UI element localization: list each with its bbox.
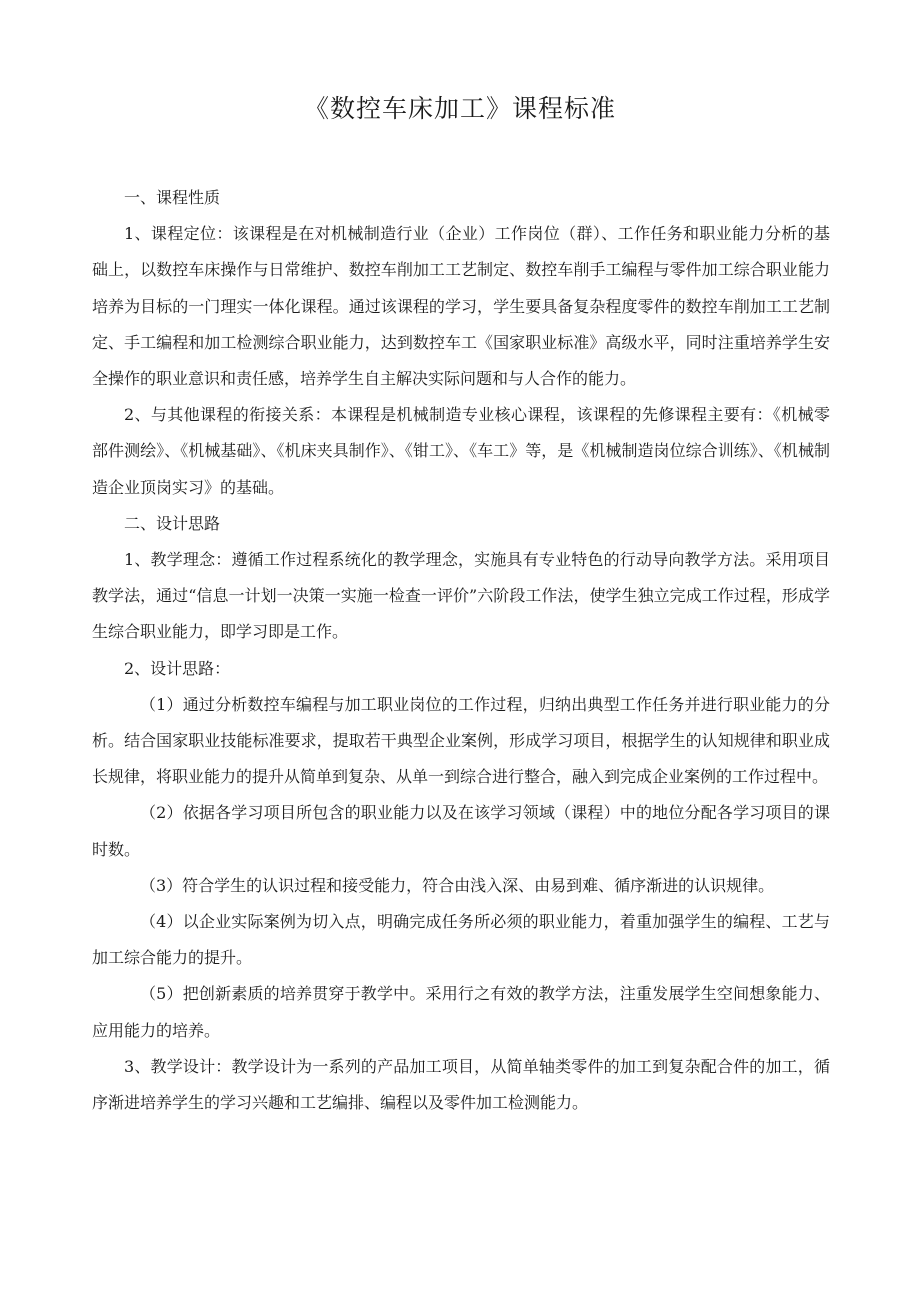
paragraph-teaching-design: 3、教学设计：教学设计为一系列的产品加工项目，从简单轴类零件的加工到复杂配合件的加工，循序渐进培养学生的学习兴趣和工艺编排、编程以及零件加工检测能力。 xyxy=(92,1056,830,1113)
section-heading-course-nature: 一、课程性质 xyxy=(124,188,221,207)
paragraph-design-ideas-heading: 2、设计思路： xyxy=(124,658,231,678)
paragraph-teaching-philosophy: 1、教学理念：遵循工作过程系统化的教学理念，实施具有专业特色的行动导向教学方法。采用项目教学法，通过“信息一计划一决策一实施一检查一评价”六阶段工作法，使学生独立完成工作过程，形成学生综合职业能力，即学习即是工作。 xyxy=(92,550,830,642)
list-item-design-3: （3）符合学生的认识过程和接受能力，符合由浅入深、由易到难、循序渐进的认识规律。 xyxy=(140,875,775,895)
paragraph-course-connections: 2、与其他课程的衔接关系：本课程是机械制造专业核心课程，该课程的先修课程主要有：《机械零部件测绘》、《机械基础》、《机床夹具制作》、《钳工》、《车工》等，是《机械制造岗位综合训练》、《机械制造企业顶岗实习》的基础。 xyxy=(92,405,830,497)
list-item-design-1: （1）通过分析数控车编程与加工职业岗位的工作过程，归纳出典型工作任务并进行职业能力的分析。结合国家职业技能标准要求，提取若干典型企业案例，形成学习项目，根据学生的认知规律和职业成长规律，将职业能力的提升从简单到复杂、从单一到综合进行整合，融入到完成企业案例的工作过程中。 xyxy=(92,694,830,787)
list-item-design-5: （5）把创新素质的培养贯穿于教学中。采用行之有效的教学方法，注重发展学生空间想象能力、应用能力的培养。 xyxy=(92,984,830,1040)
document-body xyxy=(92,180,830,1121)
list-item-design-4: （4）以企业实际案例为切入点，明确完成任务所必须的职业能力，着重加强学生的编程、工艺与加工综合能力的提升。 xyxy=(92,912,830,968)
document-title: 《数控车床加工》课程标准 xyxy=(303,94,616,123)
paragraph-course-positioning: 1、课程定位：该课程是在对机械制造行业（企业）工作岗位（群）、工作任务和职业能力分析的基础上，以数控车床操作与日常维护、数控车削加工工艺制定、数控车削手工编程与零件加工综合职业能力培养为目标的一门理实一体化课程。通过该课程的学习，学生要具备复杂程度零件的数控车削加工工艺制定、手工编程和加工检测综合职业能力，达到数控车工《国家职业标准》高级水平，同时注重培养学生安全操作的职业意识和责任感，培养学生自主解决实际问题和与人合作的能力。 xyxy=(92,224,830,389)
list-item-design-2: （2）依据各学习项目所包含的职业能力以及在该学习领域（课程）中的地位分配各学习项目的课时数。 xyxy=(92,803,830,859)
section-heading-design-ideas: 二、设计思路 xyxy=(124,513,221,533)
